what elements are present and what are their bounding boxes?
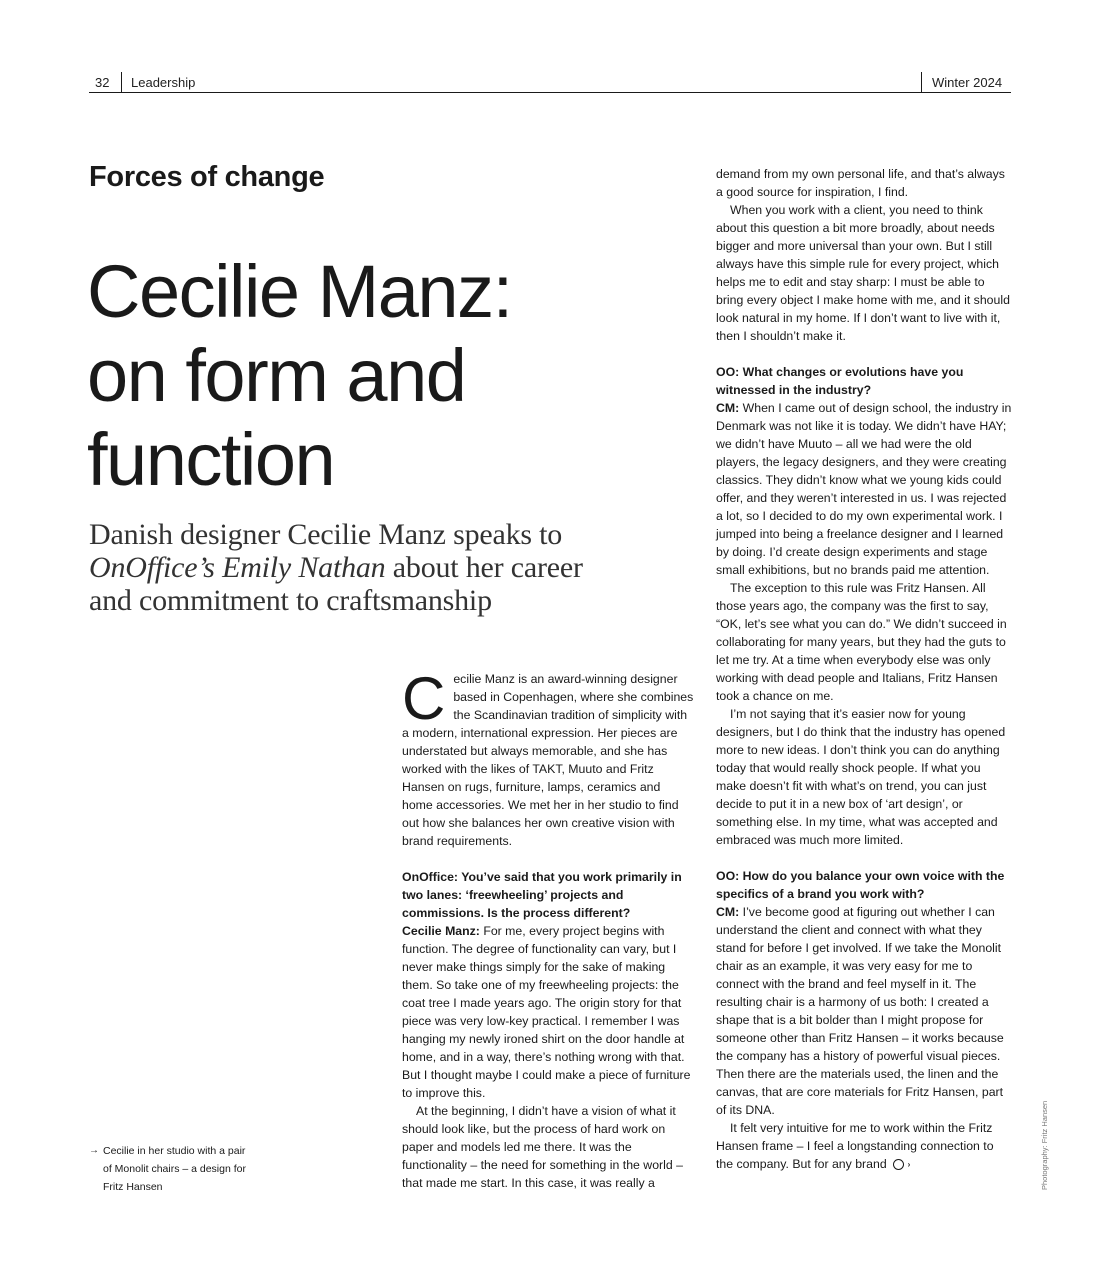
drop-cap: C xyxy=(402,665,446,732)
standfirst-author: OnOffice’s Emily Nathan xyxy=(89,551,386,584)
intro-paragraph: Cecilie Manz is an award-winning designer based in Copenhagen, where she combines the Scandinavian tradition of simplicity with a modern, international expression. Her pieces are understated but always memorable, and she has worked with the likes of TAKT, Muuto and Fritz Hansen on rugs, furniture, lamps, ceramics and home accessories. We met her in her studio to find out how she balances her own creative vision with brand requirements. xyxy=(402,665,694,848)
photo-credit: Photography: Fritz Hansen xyxy=(1040,1100,1049,1190)
body-column-1 xyxy=(402,665,694,1192)
answer-paragraph: CM: I’ve become good at figuring out whether I can understand the client and connect with what they stand for before I get involved. If we take the Monolit chair as an example, it was very easy for me to connect with the brand and feel myself in it. The resulting chair is a harmony of us both: I created a shape that is a bit bolder than I might propose for someone other than Fritz Hansen – it works because the company has a history of powerful visual pieces. Then there are the materials used, the linen and the canvas, that are core materials for Fritz Hansen, part of its DNA. xyxy=(716,905,1004,1117)
answer-paragraph: CM: When I came out of design school, the industry in Denmark was not like it is today. We didn’t have HAY; we didn’t have Muuto – all we had were the old players, the legacy designers, and they were creating classics. They didn’t know what we young kids could offer, and they weren’t interested in us. I was rejected a lot, so I decided to do my own experimental work. I jumped into being a freelance designer and I learned by doing. I’d create design experiments and stage small exhibitions, but no brands paid me attention. xyxy=(716,401,1012,577)
body-paragraph: demand from my own personal life, and that’s always a good source for inspiration, I find. xyxy=(716,167,1005,199)
arrow-right-icon: → xyxy=(89,1145,99,1156)
continue-arrow-icon: › xyxy=(893,1159,904,1170)
headline-line: function xyxy=(87,418,335,501)
header-rule xyxy=(89,92,1011,93)
header-divider xyxy=(121,72,122,93)
body-paragraph: The exception to this rule was Fritz Hansen. All those years ago, the company was the first to say, “OK, let’s see what you can do.” We didn’t succeed in collaborating for many years, but they had the guts to let me try. At a time when everybody else was only working with dead people and Italians, Fritz Hansen took a chance on me. xyxy=(716,581,1007,703)
header-divider xyxy=(921,72,922,93)
body-column-2 xyxy=(716,165,1012,1173)
headline-line: on form and xyxy=(87,334,466,417)
body-paragraph: I’m not saying that it’s easier now for young designers, but I do think that the industry has opened more to new ideas. I don’t think you can do anything today that would really shock people. If what you make doesn’t fit with what’s on trend, you can just decide to put it in a new box of ‘art design’, or something else. In my time, what was accepted and embraced was much more limited. xyxy=(716,707,1006,847)
body-paragraph: When you work with a client, you need to think about this question a bit more broadly, about needs bigger and more universal than your own. But I still always have this simple rule for every project, which helps me to edit and stay sharp: I must be able to bring every object I make home with me, and it should look natural in my home. If I don’t want to live with it, then I shouldn’t make it. xyxy=(716,203,1010,343)
answer-paragraph: Cecilie Manz: For me, every project begins with function. The degree of functionality can vary, but I never make things simply for the sake of making them. So take one of my freewheeling projects: the coat tree I made years ago. The origin story for that piece was very low-key practical. I remember I was hanging my newly ironed shirt on the door handle at home, and in a way, there’s nothing wrong with that. But I thought maybe I could make a piece of furniture to improve this. xyxy=(402,924,691,1100)
issue-label: Winter 2024 xyxy=(932,75,1003,90)
caption-text: Cecilie in her studio with a pair of Monolit chairs – a design for Fritz Hansen xyxy=(103,1145,246,1193)
question: OO: What changes or evolutions have you witnessed in the industry? xyxy=(716,365,964,397)
photo-caption xyxy=(89,1142,249,1196)
body-paragraph: At the beginning, I didn’t have a vision of what it should look like, but the process of hard work on paper and models led me there. It was the functionality – the need for something in the world – that made me start. In this case, it was really a xyxy=(402,1104,683,1190)
section-title: Forces of change xyxy=(89,161,325,193)
section-name: Leadership xyxy=(131,75,196,90)
standfirst: Danish designer Cecilie Manz speaks to OnOffice’s Emily Nathan about her career and commitment to craftsmanship xyxy=(89,518,583,617)
body-paragraph: It felt very intuitive for me to work within the Fritz Hansen frame – I feel a longstanding connection to the company. But for any brand › xyxy=(716,1121,994,1171)
headline xyxy=(87,250,647,502)
page-number: 32 xyxy=(95,75,110,90)
question: OnOffice: You’ve said that you work primarily in two lanes: ‘freewheeling’ projects and commissions. Is the process different? xyxy=(402,870,682,920)
headline-line: Cecilie Manz: xyxy=(87,250,512,333)
question: OO: How do you balance your own voice with the specifics of a brand you work with? xyxy=(716,869,1005,901)
